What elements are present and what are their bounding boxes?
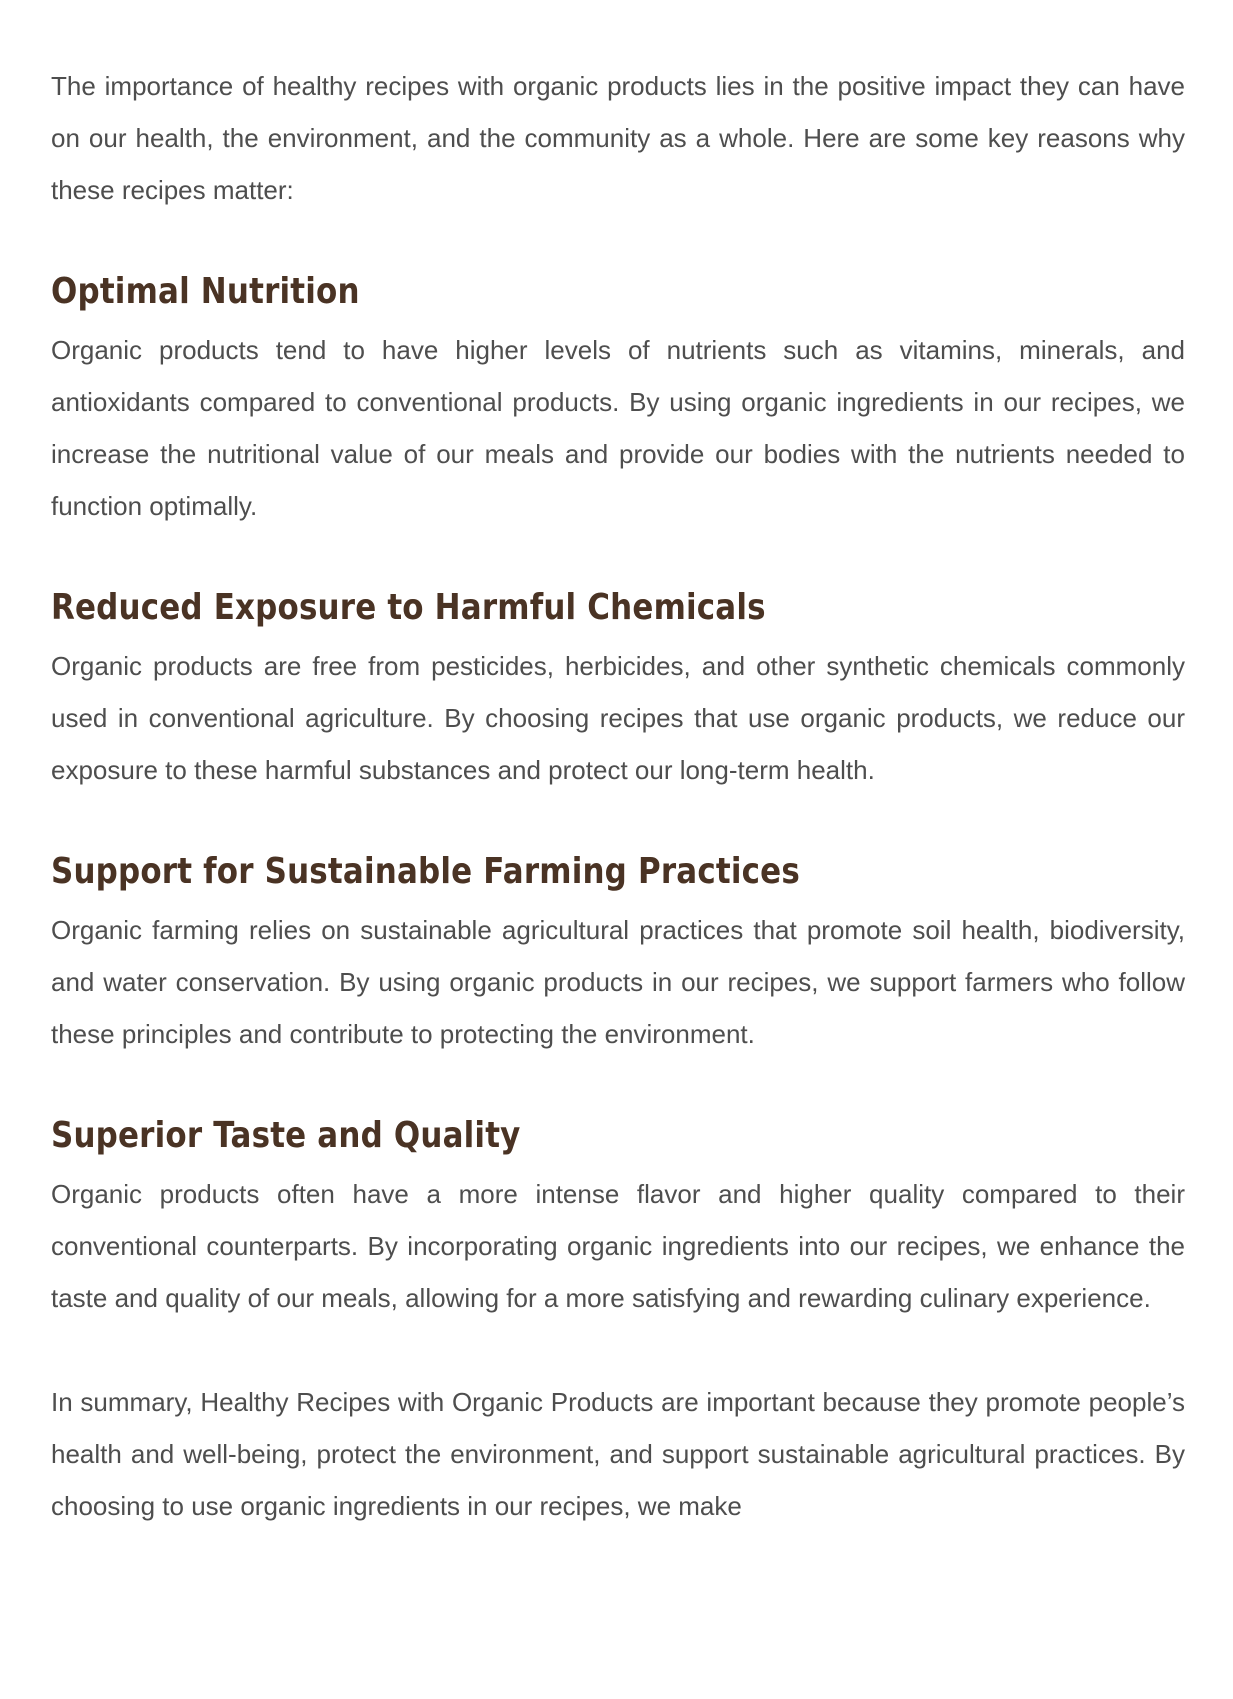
heading-reduced-exposure: Reduced Exposure to Harmful Chemicals	[51, 587, 766, 628]
intro-paragraph: The importance of healthy recipes with organic products lies in the positive impact they can have on our health, the environment, and the community as a whole. Here are some key reasons why these recipes matter:	[51, 71, 1185, 205]
paragraph-taste-quality: Organic products often have a more intense flavor and higher quality compared to their conventional counterparts. By incorporating organic ingredients into our recipes, we enhance the taste and quality of our meals, allowing for a more satisfying and rewarding culinary experience.	[51, 1179, 1185, 1313]
summary-paragraph: In summary, Healthy Recipes with Organic Products are important because they promote people’s health and well-being, protect the environment, and support sustainable agricultural practices. By choosing to use organic ingredients in our recipes, we make	[51, 1387, 1185, 1521]
heading-optimal-nutrition: Optimal Nutrition	[51, 271, 360, 312]
article-content	[51, 60, 1185, 1532]
paragraph-optimal-nutrition: Organic products tend to have higher levels of nutrients such as vitamins, minerals, and antioxidants compared to conventional products. By using organic ingredients in our recipes, we increase the nutritional value of our meals and provide our bodies with the nutrients needed to function optimally.	[51, 335, 1185, 521]
heading-sustainable-farming: Support for Sustainable Farming Practices	[51, 851, 800, 892]
heading-taste-quality: Superior Taste and Quality	[51, 1115, 521, 1156]
paragraph-sustainable-farming: Organic farming relies on sustainable agricultural practices that promote soil health, biodiversity, and water conservation. By using organic products in our recipes, we support farmers who follow these principles and contribute to protecting the environment.	[51, 915, 1185, 1049]
paragraph-reduced-exposure: Organic products are free from pesticides, herbicides, and other synthetic chemicals commonly used in conventional agriculture. By choosing recipes that use organic products, we reduce our exposure to these harmful substances and protect our long-term health.	[51, 651, 1185, 785]
